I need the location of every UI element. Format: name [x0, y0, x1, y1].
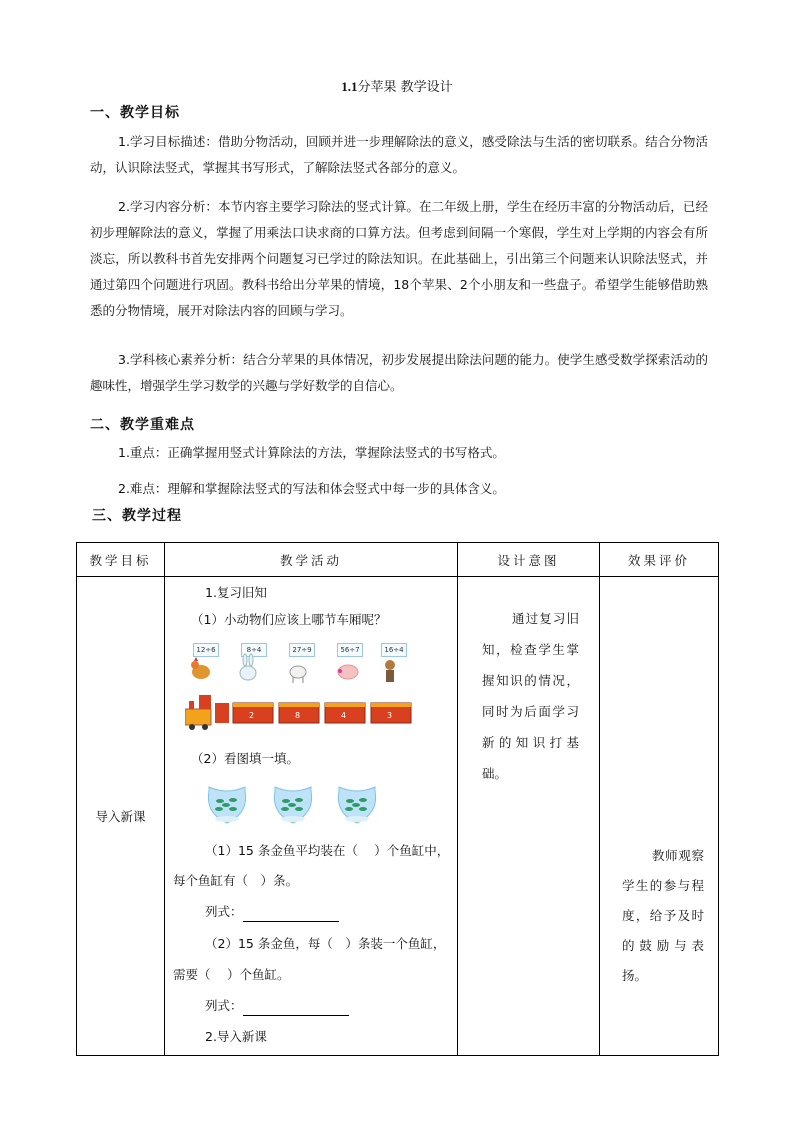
train-car-empty [215, 703, 229, 723]
formula-blank[interactable] [243, 907, 339, 922]
lesson-table [76, 542, 719, 1056]
train-car [371, 703, 411, 723]
animal-card: 8÷4 [241, 643, 267, 657]
section-heading-goals: 一、教学目标 [90, 105, 180, 121]
formula-label: 列式： [205, 904, 243, 919]
goal-paragraph-2: 2.学习内容分析：本节内容主要学习除法的竖式计算。在二年级上册，学生在经历丰富的分物活动后，已经初步理解除法的意义，掌握了用乘法口诀求商的口算方法。但考虑到间隔一个寒假，学生对上学期的内容会有所淡忘，所以教科书首先安排两个问题复习已学过的除法知识。在此基础上，引出第三个问题来认识除法竖式，并通过第四个问题进行巩固。教科书给出分苹果的情境，18个苹果、2个小朋友和一些盘子。希望学生能够借助熟悉的分物情境，展开对除法内容的回顾与学习。 [90, 199, 708, 318]
car-number: 2 [249, 711, 255, 720]
formula-label: 列式： [205, 998, 243, 1013]
car-number: 8 [295, 711, 301, 720]
activity-cell [165, 577, 458, 1056]
title-text: 分苹果 教学设计 [357, 80, 453, 95]
table-row [77, 577, 719, 1056]
difficult-point-text: 2.难点：理解和掌握除法竖式的写法和体会竖式中每一步的具体含义。 [118, 481, 505, 496]
intent-cell [458, 577, 600, 1056]
activity-step1: 1.复习旧知 [205, 585, 267, 600]
header-activity: 教学活动 [165, 543, 458, 577]
animal-card: 12÷6 [193, 643, 219, 657]
train-illustration [185, 641, 415, 731]
header-goal: 教学目标 [77, 543, 165, 577]
train-car [233, 703, 273, 723]
goat-icon [290, 666, 306, 683]
fishbowl-illustration [205, 783, 425, 835]
goal-paragraph-1: 1.学习目标描述：借助分物活动，回顾并进一步理解除法的意义，感受除法与生活的密切联系。结合分物活动，认识除法竖式，掌握其书写形式，了解除法竖式各部分的意义。 [90, 134, 708, 175]
goal-cell: 导入新课 [77, 577, 165, 1056]
activity-step2: 2.导入新课 [205, 1029, 267, 1044]
car-number: 4 [341, 711, 347, 720]
fishbowl-icon [274, 787, 311, 823]
header-intent: 设计意图 [458, 543, 600, 577]
fishbowl-icon [208, 787, 245, 823]
title-number: 1.1 [341, 79, 358, 94]
train-car [325, 703, 365, 723]
formula-blank[interactable] [243, 1001, 349, 1016]
locomotive [185, 695, 211, 730]
animal-card: 16÷4 [381, 643, 407, 657]
goal-paragraph-3: 3.学科核心素养分析：结合分苹果的具体情况，初步发展提出除法问题的能力。使学生感受数学探索活动的趣味性，增强学生学习数学的兴趣与学好数学的自信心。 [90, 352, 708, 393]
monkey-icon [385, 660, 395, 682]
table-header-row [77, 543, 719, 577]
animal-card: 56÷7 [337, 643, 363, 657]
train-drawing [185, 641, 415, 731]
rabbit-icon [240, 654, 256, 680]
pig-icon [338, 665, 358, 679]
activity-question2: （2）看图填一填。 [191, 751, 299, 766]
page-title [0, 76, 794, 95]
section-heading-process: 三、教学过程 [92, 508, 182, 524]
fill-question1-line2: 每个鱼缸有（ ）条。 [173, 873, 299, 888]
formula-line-1 [205, 902, 339, 922]
section-heading-key-points: 二、教学重难点 [90, 417, 195, 433]
evaluation-text: 教师观察学生的参与程度，给予及时的鼓励与表扬。 [622, 848, 704, 983]
rooster-icon [191, 657, 210, 679]
fishbowl-icon [338, 787, 375, 823]
animal-card: 27÷9 [289, 643, 315, 657]
key-point-text: 1.重点：正确掌握用竖式计算除法的方法，掌握除法竖式的书写格式。 [118, 445, 505, 460]
car-number: 3 [387, 711, 393, 720]
formula-line-2 [205, 996, 349, 1016]
fill-question1-line1: （1）15 条金鱼平均装在（ ）个鱼缸中， [205, 843, 450, 858]
intent-text: 通过复习旧知，检查学生掌握知识的情况，同时为后面学习新的知识打基础。 [482, 611, 579, 781]
fill-question2-line1: （2）15 条金鱼，每（ ）条装一个鱼缸， [205, 936, 446, 951]
activity-question1: （1）小动物们应该上哪节车厢呢？ [191, 612, 387, 627]
evaluation-cell [600, 577, 719, 1056]
header-evaluation: 效果评价 [600, 543, 719, 577]
train-car [279, 703, 319, 723]
fill-question2-line2: 需要（ ）个鱼缸。 [173, 967, 290, 982]
